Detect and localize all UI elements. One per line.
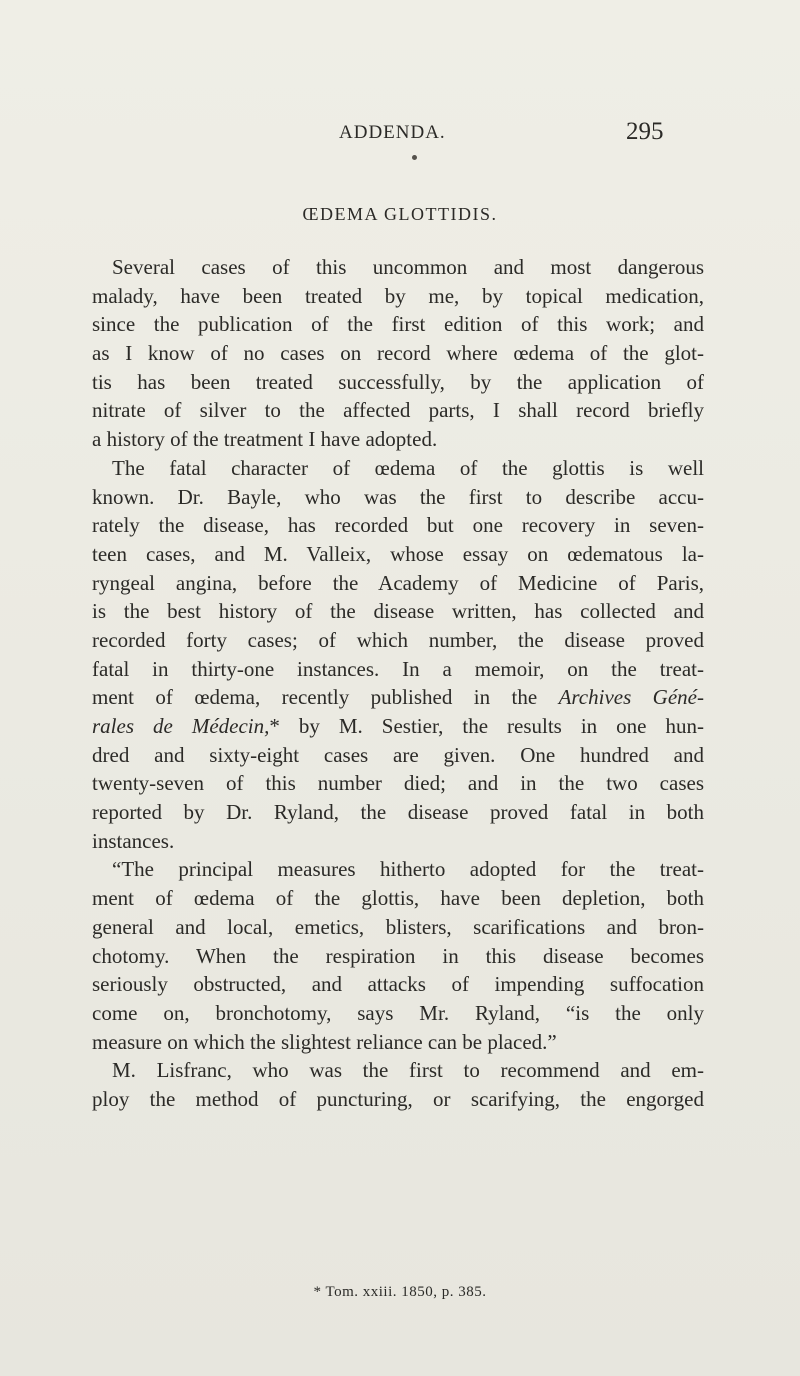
text-line: ploy the method of puncturing, or scarifying, the engorged xyxy=(92,1086,704,1111)
text-line: teen cases, and M. Valleix, whose essay on œdematous la- xyxy=(92,541,704,566)
text-line: M. Lisfranc, who was the first to recommend and em- xyxy=(112,1058,704,1083)
text-line: ment of œdema of the glottis, have been depletion, both xyxy=(92,886,704,911)
text-line: Several cases of this uncommon and most dangerous xyxy=(112,255,704,279)
running-title: ADDENDA. xyxy=(339,122,446,143)
page-number: 295 xyxy=(626,118,664,145)
text-line: measure on which the slightest reliance can be placed.” xyxy=(92,1029,557,1054)
text-line: reported by Dr. Ryland, the disease proved fatal in both xyxy=(92,800,704,825)
text-line: a history of the treatment I have adopted. xyxy=(92,427,438,452)
text-line: known. Dr. Bayle, who was the first to describe accu- xyxy=(92,484,704,509)
text-line: nitrate of silver to the affected parts, I shall record briefly xyxy=(92,398,704,423)
text-line: malady, have been treated by me, by topical medication, xyxy=(92,283,704,308)
text-line: The fatal character of œdema of the glottis is well xyxy=(112,455,704,480)
text-line: is the best history of the disease written, has collected and xyxy=(92,599,704,624)
text-line: since the publication of the first edition of this work; and xyxy=(92,312,704,337)
text-segment: * by M. Sestier, the results in one hun- xyxy=(269,714,704,738)
footnote: * Tom. xxiii. 1850, p. 385. xyxy=(313,1284,487,1300)
text-line-with-italic xyxy=(92,712,704,741)
text-segment: ment of œdema, recently published in the xyxy=(92,685,559,710)
text-line: come on, bronchotomy, says Mr. Ryland, “is the only xyxy=(92,1000,704,1025)
text-line: seriously obstructed, and attacks of impending suffocation xyxy=(92,972,704,997)
text-line: ryngeal angina, before the Academy of Medicine of Paris, xyxy=(92,570,704,595)
print-dot-mark xyxy=(412,155,417,160)
text-line: “The principal measures hitherto adopted for the treat- xyxy=(112,857,704,882)
italic-journal-title: rales de Médecin, xyxy=(92,714,270,738)
text-line: fatal in thirty-one instances. In a memoir, on the treat- xyxy=(92,656,704,681)
section-title: ŒDEMA GLOTTIDIS. xyxy=(302,204,498,224)
body-text xyxy=(92,253,704,1114)
text-line: as I know of no cases on record where œdema of the glot- xyxy=(92,341,704,366)
italic-journal-title: Archives Géné- xyxy=(558,685,704,710)
text-line: rately the disease, has recorded but one recovery in seven- xyxy=(92,513,704,538)
text-line: instances. xyxy=(92,828,175,853)
text-line: twenty-seven of this number died; and in the two cases xyxy=(92,771,704,796)
text-line: general and local, emetics, blisters, scarifications and bron- xyxy=(92,914,704,939)
text-line: recorded forty cases; of which number, the disease proved xyxy=(92,627,704,652)
text-line-with-italic xyxy=(92,683,704,712)
text-line: dred and sixty-eight cases are given. One hundred and xyxy=(92,742,704,767)
text-line: tis has been treated successfully, by the application of xyxy=(92,369,704,394)
running-head xyxy=(0,118,800,148)
text-line: chotomy. When the respiration in this disease becomes xyxy=(92,943,704,968)
